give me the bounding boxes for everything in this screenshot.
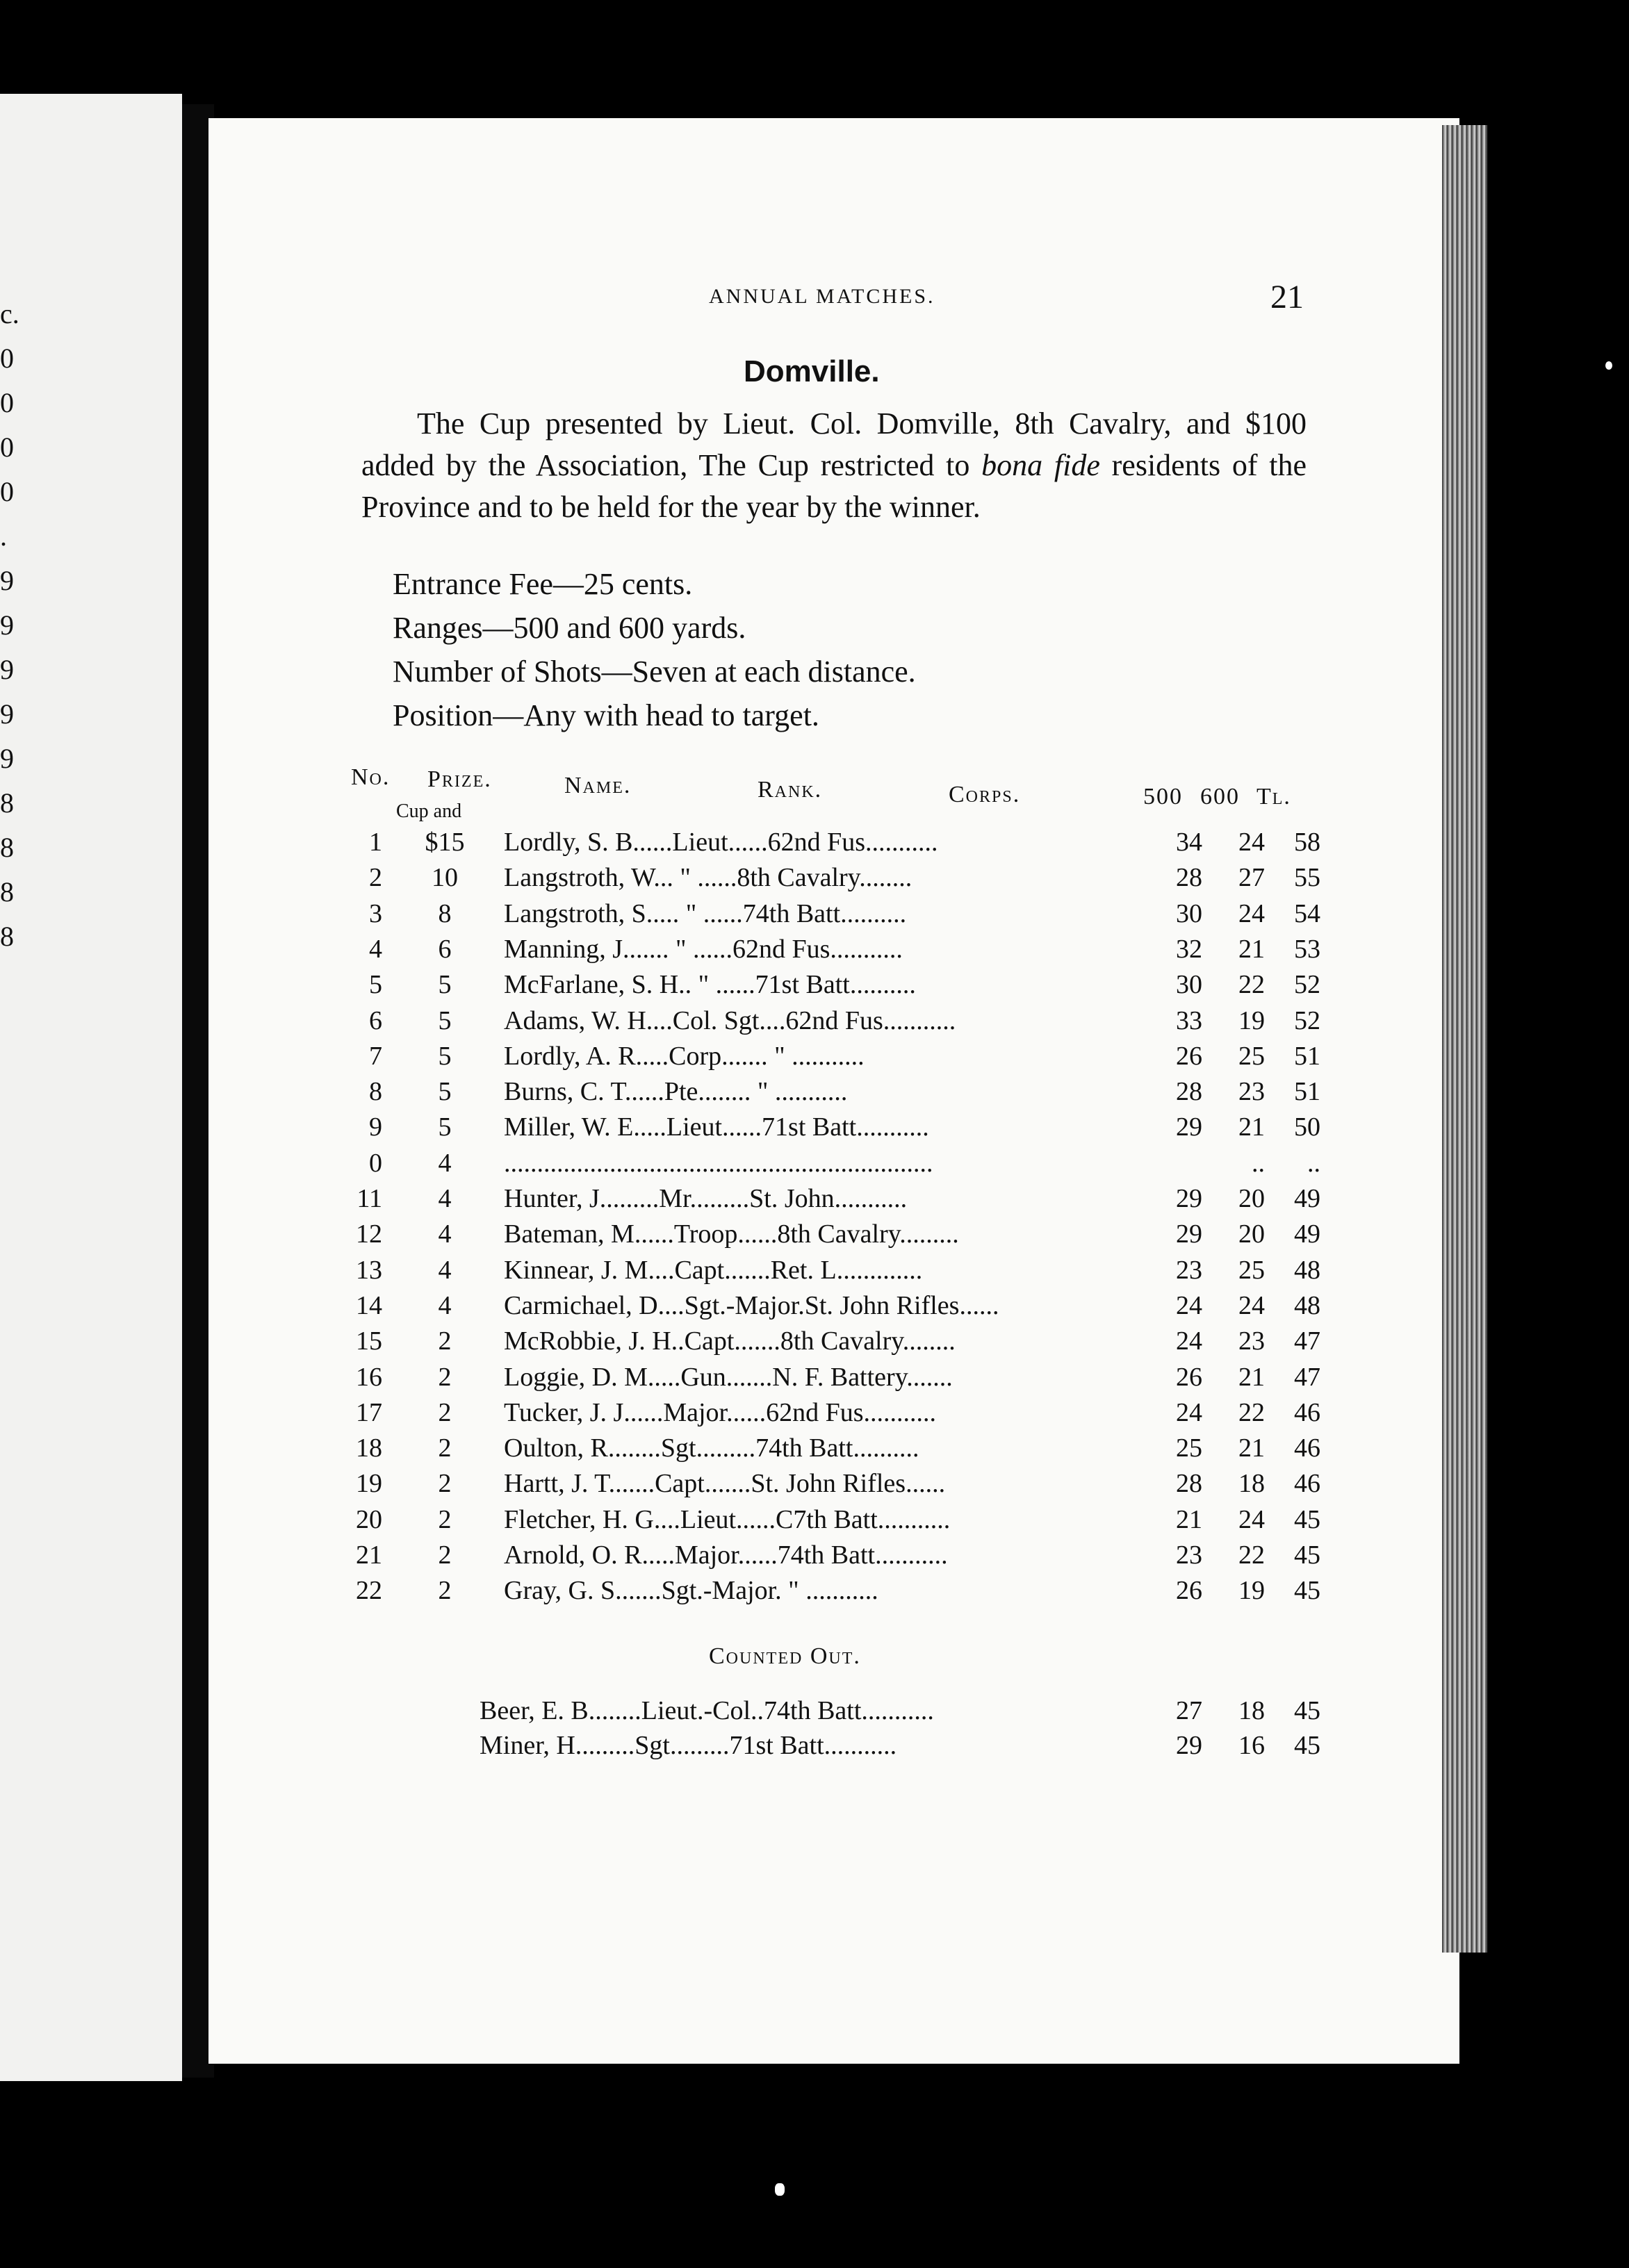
prize-amount: 2 [438, 1326, 452, 1356]
score-500: 29 [1176, 1731, 1202, 1760]
score-500: 33 [1176, 1005, 1202, 1035]
header-name: Name. [564, 773, 632, 798]
table-row [327, 1005, 1320, 1040]
competitor-entry: Lordly, S. B......Lieut......62nd Fus........... [504, 828, 938, 857]
scan-speck [1605, 361, 1612, 370]
table-row [327, 1730, 1320, 1765]
score-600: 18 [1238, 1696, 1265, 1725]
competitor-entry: Bateman, M......Troop......8th Cavalry......... [504, 1219, 959, 1249]
table-row [327, 1290, 1320, 1325]
total-score: .. [1307, 1148, 1320, 1178]
score-500: 24 [1176, 1326, 1202, 1356]
rule-shots: Number of Shots—Seven at each distance. [393, 655, 916, 689]
row-number: 3 [369, 898, 382, 928]
score-600: 24 [1238, 1290, 1265, 1320]
table-row [327, 1397, 1320, 1432]
prize-amount: $15 [425, 828, 465, 857]
competitor-entry: Kinnear, J. M....Capt.......Ret. L............. [504, 1255, 923, 1285]
score-600: 22 [1238, 1540, 1265, 1570]
header-500: 500 [1143, 784, 1183, 810]
prize-amount: 2 [438, 1540, 452, 1570]
score-600: 21 [1238, 1433, 1265, 1463]
fragment-char: 0 [0, 387, 14, 418]
prize-amount: 2 [438, 1504, 452, 1534]
competitor-entry: Tucker, J. J......Major......62nd Fus........... [504, 1397, 937, 1427]
total-score: 49 [1294, 1184, 1320, 1213]
prize-amount: 4 [438, 1184, 452, 1213]
competitor-entry: Loggie, D. M.....Gun.......N. F. Battery....... [504, 1362, 953, 1392]
header-corps: Corps. [949, 782, 1021, 807]
total-score: 52 [1294, 970, 1320, 1000]
fragment-char: 8 [0, 787, 14, 819]
row-number: 0 [369, 1148, 382, 1178]
table-row [327, 1540, 1320, 1575]
prize-amount: 4 [438, 1255, 452, 1285]
competitor-entry: McFarlane, S. H.. " ......71st Batt.......... [504, 970, 916, 1000]
total-score: 48 [1294, 1290, 1320, 1320]
score-600: .. [1252, 1148, 1265, 1178]
row-number: 8 [369, 1077, 382, 1107]
prize-amount: 4 [438, 1290, 452, 1320]
total-score: 45 [1294, 1731, 1320, 1760]
score-500: 25 [1176, 1433, 1202, 1463]
prize-amount: 6 [438, 934, 452, 964]
competitor-entry: Oulton, R........Sgt.........74th Batt.......... [504, 1433, 919, 1463]
fragment-char: 9 [0, 698, 14, 730]
score-500: 30 [1176, 898, 1202, 928]
fragment-char: 8 [0, 832, 14, 863]
total-score: 45 [1294, 1540, 1320, 1570]
prize-amount: 5 [438, 1041, 452, 1071]
total-score: 47 [1294, 1326, 1320, 1356]
prize-amount: 4 [438, 1148, 452, 1178]
prize-amount: 2 [438, 1397, 452, 1427]
total-score: 46 [1294, 1397, 1320, 1427]
header-600: 600 [1200, 784, 1240, 810]
row-number: 14 [356, 1290, 382, 1320]
score-600: 19 [1238, 1576, 1265, 1606]
score-500: 30 [1176, 970, 1202, 1000]
prize-amount: 2 [438, 1469, 452, 1499]
competitor-entry: Adams, W. H....Col. Sgt....62nd Fus........... [504, 1005, 956, 1035]
table-row [327, 898, 1320, 933]
competitor-entry: Carmichael, D....Sgt.-Major.St. John Rifles...... [504, 1290, 999, 1320]
row-number: 4 [369, 934, 382, 964]
row-number: 21 [356, 1540, 382, 1570]
header-prize: Prize. [427, 766, 492, 792]
score-500: 29 [1176, 1112, 1202, 1142]
score-500: 26 [1176, 1576, 1202, 1606]
score-600: 20 [1238, 1184, 1265, 1213]
competitor-entry: Fletcher, H. G....Lieut......C7th Batt........... [504, 1504, 951, 1534]
score-600: 23 [1238, 1326, 1265, 1356]
score-500: 23 [1176, 1255, 1202, 1285]
table-row [327, 934, 1320, 969]
row-number: 16 [356, 1362, 382, 1392]
competitor-entry: Hunter, J.........Mr.........St. John........... [504, 1184, 908, 1213]
fragment-char: 0 [0, 476, 14, 507]
score-500: 34 [1176, 828, 1202, 857]
total-score: 58 [1294, 828, 1320, 857]
score-500: 28 [1176, 1077, 1202, 1107]
page-edges [1442, 125, 1487, 1953]
score-600: 19 [1238, 1005, 1265, 1035]
total-score: 46 [1294, 1469, 1320, 1499]
table-row [327, 1112, 1320, 1147]
header-rank: Rank. [758, 777, 823, 803]
competitor-entry: Arnold, O. R.....Major......74th Batt........... [504, 1540, 948, 1570]
row-number: 15 [356, 1326, 382, 1356]
score-600: 24 [1238, 1504, 1265, 1534]
table-row [327, 1041, 1320, 1076]
rule-entrance-fee: Entrance Fee—25 cents. [393, 567, 693, 601]
fragment-char: 8 [0, 876, 14, 907]
score-500: 29 [1176, 1219, 1202, 1249]
score-500: 32 [1176, 934, 1202, 964]
fragment-char: 9 [0, 609, 14, 641]
rule-position: Position—Any with head to target. [393, 698, 819, 732]
table-row [327, 1255, 1320, 1290]
table-row [327, 1468, 1320, 1503]
table-row [327, 1695, 1320, 1730]
row-number: 12 [356, 1219, 382, 1249]
score-600: 21 [1238, 934, 1265, 964]
total-score: 50 [1294, 1112, 1320, 1142]
score-500: 29 [1176, 1184, 1202, 1213]
competitor-entry: Miner, H.........Sgt.........71st Batt........... [480, 1731, 897, 1760]
score-500: 26 [1176, 1362, 1202, 1392]
score-500: 28 [1176, 1469, 1202, 1499]
total-score: 46 [1294, 1433, 1320, 1463]
score-500: 26 [1176, 1041, 1202, 1071]
scan-speck [775, 2183, 785, 2196]
score-600: 24 [1238, 898, 1265, 928]
competitor-entry: Langstroth, S..... " ......74th Batt.......... [504, 898, 907, 928]
score-600: 22 [1238, 970, 1265, 1000]
competitor-entry: Hartt, J. T.......Capt.......St. John Rifles...... [504, 1469, 946, 1499]
row-number: 11 [357, 1184, 382, 1213]
rule-ranges: Ranges—500 and 600 yards. [393, 611, 746, 645]
prize-amount: 8 [438, 898, 452, 928]
prize-amount: 10 [432, 863, 458, 893]
prize-amount: 2 [438, 1433, 452, 1463]
competitor-entry: Manning, J....... " ......62nd Fus........... [504, 934, 903, 964]
competitor-entry: ................................................................. [504, 1148, 933, 1178]
row-number: 6 [369, 1005, 382, 1035]
table-row [327, 1433, 1320, 1468]
total-score: 48 [1294, 1255, 1320, 1285]
total-score: 51 [1294, 1077, 1320, 1107]
fragment-char: . [0, 520, 7, 552]
row-number: 22 [356, 1576, 382, 1606]
total-score: 45 [1294, 1576, 1320, 1606]
table-row [327, 1575, 1320, 1610]
score-500: 27 [1176, 1696, 1202, 1725]
score-600: 22 [1238, 1397, 1265, 1427]
intro-italic: bona fide [981, 448, 1100, 482]
total-score: 53 [1294, 934, 1320, 964]
score-500: 24 [1176, 1397, 1202, 1427]
fragment-char: c. [0, 298, 19, 329]
row-number: 13 [356, 1255, 382, 1285]
page-number: 21 [1270, 279, 1304, 315]
score-600: 25 [1238, 1255, 1265, 1285]
competitor-entry: Beer, E. B........Lieut.-Col..74th Batt........... [480, 1696, 934, 1725]
row-number: 17 [356, 1397, 382, 1427]
total-score: 45 [1294, 1504, 1320, 1534]
section-title: Domville. [744, 354, 880, 388]
score-600: 21 [1238, 1362, 1265, 1392]
score-600: 27 [1238, 863, 1265, 893]
row-number: 18 [356, 1433, 382, 1463]
competitor-entry: Langstroth, W... " ......8th Cavalry........ [504, 863, 912, 893]
score-600: 20 [1238, 1219, 1265, 1249]
row-number: 5 [369, 970, 382, 1000]
counted-out-heading: Counted Out. [709, 1643, 861, 1669]
score-600: 25 [1238, 1041, 1265, 1071]
row-number: 20 [356, 1504, 382, 1534]
row-number: 19 [356, 1469, 382, 1499]
total-score: 52 [1294, 1005, 1320, 1035]
competitor-entry: Gray, G. S.......Sgt.-Major. " ........... [504, 1576, 878, 1606]
table-row [327, 1076, 1320, 1111]
table-row [327, 1362, 1320, 1397]
intro-text-a: The Cup presented by Lieut. Col. Domville, 8th Cavalry, and $100 added by the Association, The Cup restricted to [361, 406, 1307, 482]
score-600: 24 [1238, 828, 1265, 857]
fragment-char: 9 [0, 565, 14, 596]
total-score: 49 [1294, 1219, 1320, 1249]
intro-text-b: residents of the Province and to be held for the year by the winner. [361, 448, 1307, 524]
score-500: 28 [1176, 863, 1202, 893]
header-prize-sub: Cup and [396, 800, 462, 822]
header-no: No. [351, 764, 391, 790]
competitor-entry: Miller, W. E.....Lieut......71st Batt........... [504, 1112, 929, 1142]
prize-amount: 5 [438, 1005, 452, 1035]
score-600: 23 [1238, 1077, 1265, 1107]
total-score: 45 [1294, 1696, 1320, 1725]
table-row [327, 862, 1320, 897]
total-score: 55 [1294, 863, 1320, 893]
score-600: 16 [1238, 1731, 1265, 1760]
table-row [327, 1219, 1320, 1254]
running-head: ANNUAL MATCHES. [709, 285, 935, 308]
fragment-char: 9 [0, 743, 14, 774]
facing-page-edge [0, 94, 182, 2081]
score-600: 21 [1238, 1112, 1265, 1142]
row-number: 7 [369, 1041, 382, 1071]
table-row [327, 969, 1320, 1004]
competitor-entry: Lordly, A. R.....Corp....... " ........... [504, 1041, 865, 1071]
row-number: 9 [369, 1112, 382, 1142]
table-row [327, 1183, 1320, 1218]
row-number: 1 [369, 828, 382, 857]
score-500: 23 [1176, 1540, 1202, 1570]
fragment-char: 8 [0, 921, 14, 952]
table-row [327, 1148, 1320, 1183]
table-row [327, 1326, 1320, 1361]
prize-amount: 2 [438, 1576, 452, 1606]
prize-amount: 5 [438, 1077, 452, 1107]
facing-page-fragments [0, 292, 21, 959]
competitor-entry: Burns, C. T......Pte........ " ........... [504, 1077, 848, 1107]
prize-amount: 5 [438, 970, 452, 1000]
fragment-char: 0 [0, 343, 14, 374]
fragment-char: 0 [0, 432, 14, 463]
score-500: 24 [1176, 1290, 1202, 1320]
total-score: 54 [1294, 898, 1320, 928]
prize-amount: 4 [438, 1219, 452, 1249]
intro-paragraph [361, 403, 1307, 528]
row-number: 2 [369, 863, 382, 893]
score-600: 18 [1238, 1469, 1265, 1499]
table-row [327, 827, 1320, 862]
fragment-char: 9 [0, 654, 14, 685]
table-row [327, 1504, 1320, 1539]
prize-amount: 2 [438, 1362, 452, 1392]
total-score: 51 [1294, 1041, 1320, 1071]
total-score: 47 [1294, 1362, 1320, 1392]
prize-amount: 5 [438, 1112, 452, 1142]
score-500: 21 [1176, 1504, 1202, 1534]
header-tl: Tl. [1256, 784, 1291, 810]
competitor-entry: McRobbie, J. H..Capt.......8th Cavalry........ [504, 1326, 956, 1356]
